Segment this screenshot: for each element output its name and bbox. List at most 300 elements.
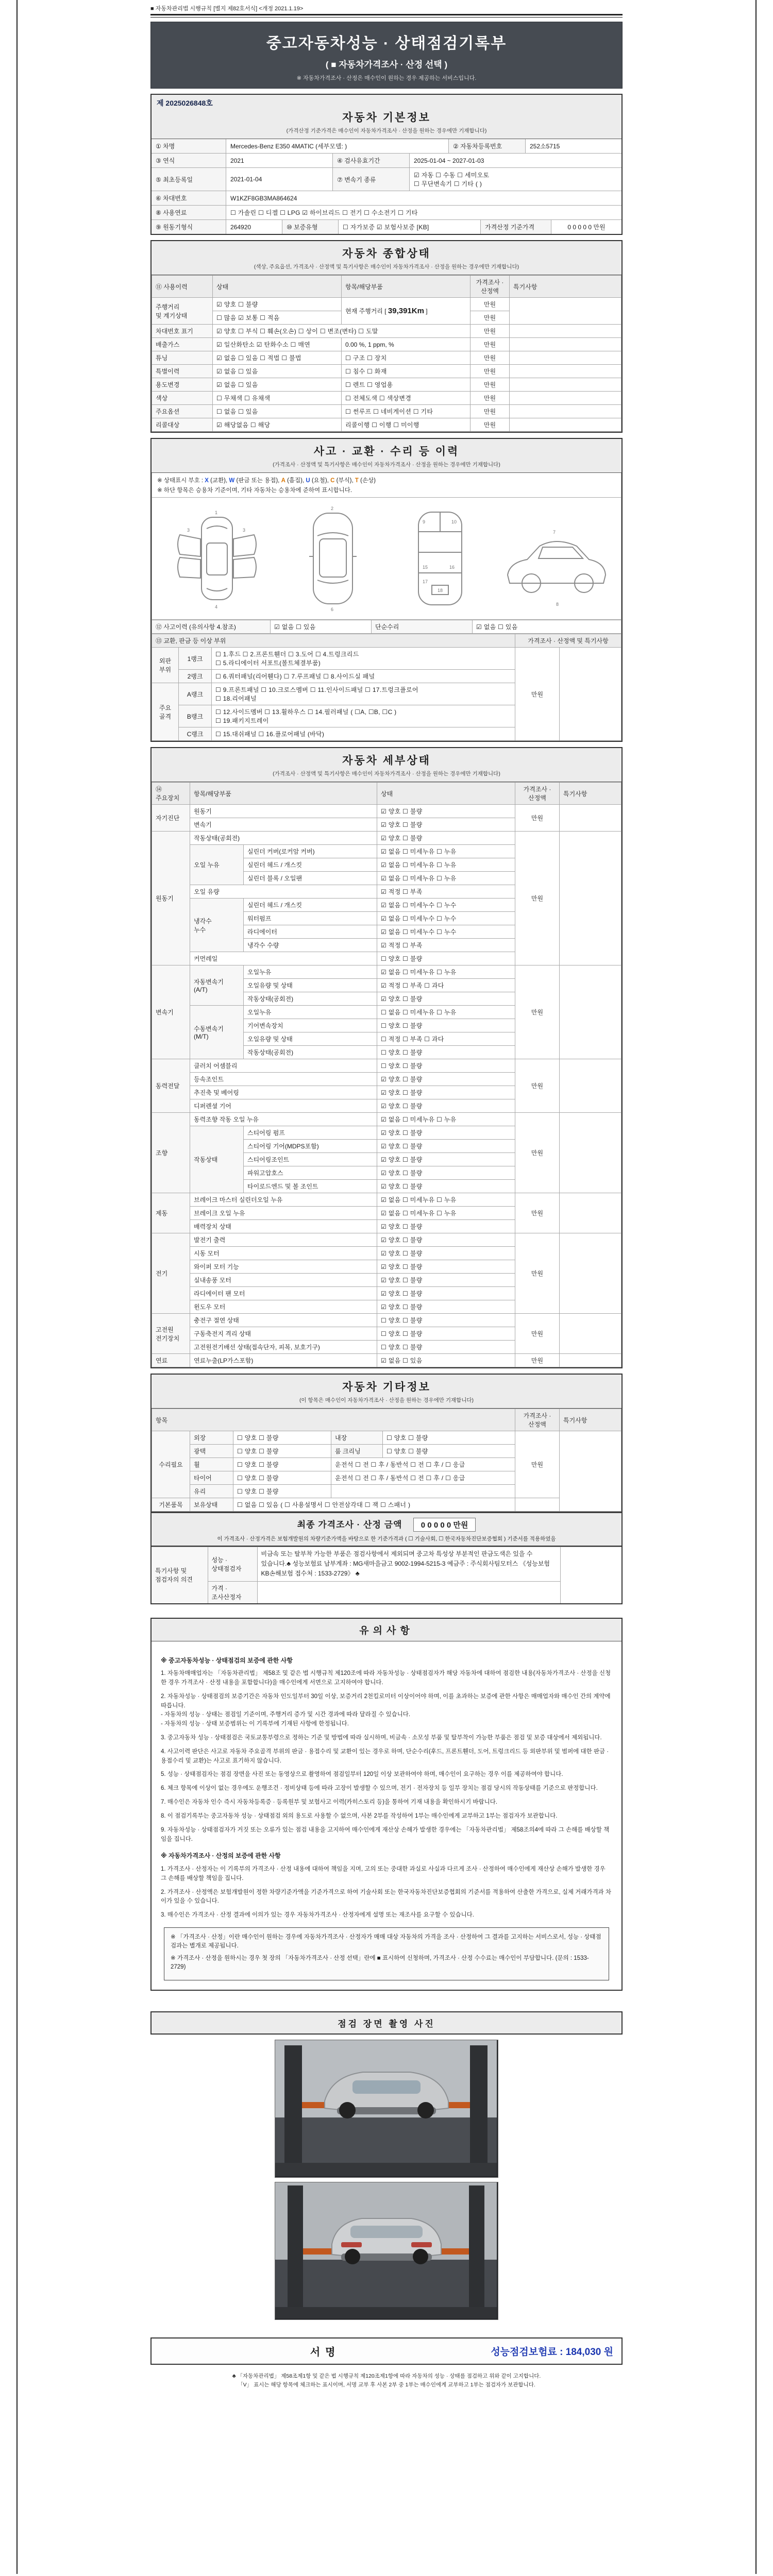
hold-status-value: ☐ 없음 ☐ 있음 ( ☐ 사용설명서 ☐ 안전삼각대 ☐ 잭 ☐ 스패너 ) (233, 1498, 515, 1512)
device-item-label: 작동상태(공회전) (244, 992, 377, 1006)
color-amount: 만원 (470, 392, 510, 405)
device-group-amount: 만원 (515, 805, 560, 832)
value-reg-no: 252소5715 (525, 139, 621, 153)
value-transmission: ☑ 자동 ☐ 수동 ☐ 세미오토 ☐ 무단변속기 ☐ 기타 ( ) (409, 168, 621, 191)
emission-amount: 만원 (470, 338, 510, 351)
basic-info-header (152, 95, 621, 139)
label-base-price: 가격산정 기준가격 (480, 220, 551, 234)
value-car-name: Mercedes-Benz E350 4MATIC (세부모델: ) (226, 139, 448, 153)
panel-spec (560, 648, 621, 741)
legend-line-1 (157, 476, 616, 484)
panel-amount: 만원 (515, 648, 560, 741)
panel-head: ⑬ 교환, 판금 등 이상 부위 (152, 634, 515, 648)
inspection-photo-rear (275, 2182, 498, 2320)
device-subgroup-label: 작동상태 (190, 1126, 244, 1193)
opinion-appraiser-text (257, 1581, 560, 1604)
device-item-status: ☐ 양호 ☐ 불량 (377, 1046, 515, 1059)
photo-section-title: 점검 장면 촬영 사진 (150, 2011, 623, 2035)
notice-section-head: ※ 자동차가격조사 · 산정의 보증에 관한 사항 (161, 1852, 281, 1860)
detail-row (152, 1059, 621, 1073)
section-notice (150, 1618, 623, 1991)
rank2-label: 2랭크 (179, 670, 212, 683)
document-subtitle: ( ■ 자동차가격조사 · 산정 선택 ) (325, 60, 448, 70)
legend-text: (부식), (334, 478, 355, 484)
polish-status: ☐ 양호 ☐ 불량 (233, 1445, 331, 1458)
device-item-label: 클러치 어셈블리 (190, 1059, 377, 1073)
repair-spec (560, 1431, 621, 1512)
opinion-inspector-label: 성능 · 상태점검자 (208, 1547, 257, 1582)
state-code-legend (152, 473, 621, 498)
device-item-label: 스티어링 펌프 (244, 1126, 377, 1140)
mileage-label: 주행거리 및 계기상태 (152, 298, 213, 325)
opinion-spec (560, 1547, 622, 1604)
rankC-label: C랭크 (179, 727, 212, 741)
notice-item: 5. 성능 · 상태점검자는 점검 장면을 사진 또는 동영상으로 촬영하여 점검일부터 120일 이상 보관하여야 하며, 매수인이 요구하는 경우 이를 제공하여야 합니다. (161, 1771, 563, 1778)
device-item-status: ☑ 양호 ☐ 불량 (377, 992, 515, 1006)
detail-row (152, 832, 621, 845)
device-item-label: 디퍼렌셜 기어 (190, 1099, 377, 1113)
tuning-item: ☐ 구조 ☐ 장치 (342, 351, 470, 365)
accident-title: 사고 · 교환 · 수리 등 이력 (313, 446, 460, 457)
device-item-status: ☑ 양호 ☐ 불량 (377, 1086, 515, 1099)
final-amount-note: 이 가격조사 · 산정가격은 보험개발원의 차량기준가액을 바탕으로 한 기준가격과 ( ☐ 기술사회, ☐ 한국자동차진단보증협회 ) 기준서를 적용하였음 (217, 1536, 556, 1542)
photo-rear-illustration-icon (275, 2182, 497, 2318)
detail-row (152, 1193, 621, 1207)
svg-text:6: 6 (331, 607, 334, 612)
mileage-prefix: 현재 주행거리 [ (345, 308, 388, 315)
inspection-insurance-fee: 성능점검보험료 : 184,030 원 (491, 2347, 613, 2358)
tire-positions: 운전석 ☐ 전 ☐ 후 / 동반석 ☐ 전 ☐ 후 / ☐ 응급 (331, 1471, 515, 1485)
device-item-label: 오일누유 (244, 1006, 377, 1019)
notice-item: 1. 자동차매매업자는 「자동차관리법」 제58조 및 같은 법 시행규칙 제120조에 따라 자동차성능 · 상태점검자가 해당 자동차에 대하여 점검한 내용(자동차가격조사 · 산정을 신청한 경우 가격조사 · 산정 내용을 포함합니다)을 매수인에게 서면으로 고지하여야 합니다. (161, 1670, 611, 1686)
legend-text: (교환), (208, 478, 229, 484)
device-item-label: 추진축 및 베어링 (190, 1086, 377, 1099)
detail-row (152, 1233, 621, 1247)
device-item-label: 충전구 절연 상태 (190, 1314, 377, 1327)
device-item-status: ☑ 없음 ☐ 미세누수 ☐ 누수 (377, 899, 515, 912)
device-group-label: 조향 (152, 1113, 190, 1193)
rankA-items: ☐ 9.프론트패널 ☐ 10.크로스멤버 ☐ 11.인사이드패널 ☐ 17.트렁크플로어 ☐ 18.리어패널 (212, 683, 515, 705)
exterior-label: 외장 (190, 1431, 233, 1445)
detail-col-item: 항목/해당부품 (190, 783, 377, 805)
emission-spec (510, 338, 621, 351)
usage-label: 용도변경 (152, 378, 213, 392)
svg-text:17: 17 (422, 579, 428, 584)
svg-text:10: 10 (451, 519, 457, 524)
device-subgroup-label: 수동변속기 (M/T) (190, 1006, 244, 1059)
tire-label: 타이어 (190, 1471, 233, 1485)
device-item-label: 기어변속장치 (244, 1019, 377, 1032)
device-item-status: ☑ 양호 ☐ 불량 (377, 1073, 515, 1086)
state-code-letter: W (229, 478, 235, 484)
notice-title: 유의사항 (152, 1619, 621, 1641)
device-item-label: 와이퍼 모터 기능 (190, 1260, 377, 1274)
tuning-amount: 만원 (470, 351, 510, 365)
photo-front-illustration-icon (275, 2040, 497, 2176)
mileage-item (342, 298, 470, 325)
svg-text:3: 3 (187, 528, 190, 533)
definition-line: ※ 가격조사 · 산정을 원하시는 경우 첫 장의 「자동차가격조사 · 산정 선택」란에 ■ 표시하여 신청하며, 가격조사 · 산정 수수료는 매수인이 부담합니다. (문의 : 1533-2729) (171, 1955, 589, 1970)
options-label: 주요옵션 (152, 405, 213, 418)
label-first-reg: ⑤ 최초등록일 (152, 168, 226, 191)
device-group-amount: 만원 (515, 1233, 560, 1314)
basic-info-table (152, 139, 621, 234)
device-item-label: 오일 유량 (190, 885, 377, 899)
row-usage-change (152, 378, 621, 392)
glass-status: ☐ 양호 ☐ 불량 (233, 1485, 331, 1498)
device-group-amount: 만원 (515, 1193, 560, 1233)
device-group-label: 전기 (152, 1233, 190, 1314)
svg-text:3: 3 (242, 528, 245, 533)
car-diagram-underbody-icon (389, 503, 492, 614)
col-status: 상태 (213, 276, 342, 298)
device-item-label: 실린더 블록 / 오일팬 (244, 872, 377, 885)
wheel-status: ☐ 양호 ☐ 불량 (233, 1458, 331, 1471)
special-status: ☑ 없음 ☐ 있음 (213, 365, 342, 378)
emission-label: 배출가스 (152, 338, 213, 351)
device-item-status: ☐ 양호 ☐ 불량 (377, 1341, 515, 1354)
notice-item: 2. 가격조사 · 산정액은 보험개발원이 정한 차량기준가액을 기준가격으로 하여 기술사회 또는 한국자동차진단보증협회의 기준서를 적용하여 산출한 가격으로, 실제 거래가격과 차이가 있을 수 있습니다. (161, 1889, 611, 1905)
notice-item: 4. 사고이력 판단은 사고로 자동차 주요골격 부위의 판금 · 용접수리 및 교환이 있는 경우로 하며, 단순수리(후드, 프론트휀더, 도어, 트렁크리드 등 외판부위 및 범퍼에 대한 판금 · 용접수리 및 교환)는 사고로 표기하지 않습니다. (161, 1748, 609, 1764)
room-cleaning-label: 룸 크리닝 (331, 1445, 383, 1458)
section-detail-condition (150, 747, 623, 1368)
device-item-label: 오일유량 및 상태 (244, 979, 377, 992)
polish-label: 광택 (190, 1445, 233, 1458)
service-note: ※ 자동차가격조사 · 산정은 매수인이 원하는 경우 제공하는 서비스입니다. (296, 75, 477, 81)
device-group-amount: 만원 (515, 832, 560, 965)
device-group-label: 원동기 (152, 832, 190, 965)
room-cleaning-status: ☐ 양호 ☐ 불량 (383, 1445, 515, 1458)
mileage-spec (510, 298, 621, 325)
rankB-items: ☐ 12.사이드멤버 ☐ 13.휠하우스 ☐ 14.필러패널 ( ☐A, ☐B, ☐C ) ☐ 19.패키지트레이 (212, 705, 515, 727)
vin-mark-status: ☑ 양호 ☐ 부식 ☐ 훼손(오손) ☐ 상이 ☐ 변조(변타) ☐ 도말 (213, 325, 470, 338)
rankA-label: A랭크 (179, 683, 212, 705)
rankB-label: B랭크 (179, 705, 212, 727)
repair-amount: 만원 (515, 1431, 560, 1498)
etc-title: 자동차 기타정보 (342, 1381, 431, 1393)
col-use-history: ⑪ 사용이력 (152, 276, 213, 298)
notice-section-head: ※ 중고자동차성능 · 상태점검의 보증에 관한 사항 (161, 1656, 293, 1664)
svg-text:18: 18 (437, 588, 443, 593)
car-diagram-side-view-icon (495, 503, 617, 614)
device-item-label: 등속조인트 (190, 1073, 377, 1086)
device-item-status: ☐ 양호 ☐ 불량 (377, 1314, 515, 1327)
device-item-status: ☑ 양호 ☐ 불량 (377, 1099, 515, 1113)
value-first-reg: 2021-01-04 (226, 168, 332, 191)
device-item-status: ☑ 없음 ☐ 미세누유 ☐ 누유 (377, 872, 515, 885)
device-item-label: 냉각수 수량 (244, 939, 377, 952)
overall-header (152, 241, 621, 275)
detail-header (152, 748, 621, 782)
label-transmission: ⑦ 변속기 종류 (332, 168, 409, 191)
notice-item: 8. 이 점검기록부는 중고자동차 성능 · 상태점검 외의 용도로 사용할 수 없으며, 사본 2부를 작성하여 1부는 매수인에게 교부하고 1부는 점검자가 보관합니다. (161, 1812, 558, 1819)
device-item-label: 배력장치 상태 (190, 1220, 377, 1233)
overall-title: 자동차 종합상태 (342, 248, 431, 260)
outer-panel-label: 외판 부위 (152, 648, 179, 683)
device-item-label: 브레이크 마스터 실린더오일 누유 (190, 1193, 377, 1207)
device-item-label: 커먼레일 (190, 952, 377, 965)
device-item-status: ☑ 없음 ☐ 미세누수 ☐ 누수 (377, 925, 515, 939)
simple-repair-label: 단순수리 (372, 620, 473, 634)
device-item-label: 오일누유 (244, 965, 377, 979)
detail-note: (가격조사 · 산정액 및 특기사항은 매수인이 자동차가격조사 · 산정을 원하는 경우에만 기재합니다) (273, 771, 500, 777)
device-item-status: ☑ 양호 ☐ 불량 (377, 1140, 515, 1153)
tuning-spec (510, 351, 621, 365)
price-appraisal-definition-box (164, 1927, 609, 1980)
device-item-status: ☐ 양호 ☐ 불량 (377, 1059, 515, 1073)
overall-table (152, 275, 621, 432)
row-color (152, 392, 621, 405)
svg-text:16: 16 (449, 565, 455, 570)
frame-label: 주요 골격 (152, 683, 179, 741)
device-item-label: 타이로드엔드 및 볼 조인트 (244, 1180, 377, 1193)
accident-history-label: ⑫ 사고이력 (유의사항 4.참조) (152, 620, 271, 634)
emission-values: 0.00 %, 1 ppm, % (342, 338, 470, 351)
row-tuning (152, 351, 621, 365)
device-item-label: 윈도우 모터 (190, 1300, 377, 1314)
mileage-amount-2: 만원 (470, 311, 510, 325)
detail-row (152, 805, 621, 818)
special-spec (510, 365, 621, 378)
value-warranty-type: ☐ 자가보증 ☑ 보험사보증 [KB] (338, 220, 480, 234)
interior-status: ☐ 양호 ☐ 불량 (383, 1431, 515, 1445)
device-item-status: ☑ 적정 ☐ 부족 ☐ 과다 (377, 979, 515, 992)
detail-col-price: 가격조사 · 산정액 (515, 783, 560, 805)
opinion-table (150, 1547, 623, 1604)
footer-line-1: ♣ 「자동차관리법」 제58조제1항 및 같은 법 시행규칙 제120조제1항에 따라 자동차의 성능 · 상태를 점검하고 위와 같이 고지합니다. (232, 2373, 541, 2379)
row-special-history (152, 365, 621, 378)
device-item-status: ☑ 양호 ☐ 불량 (377, 1126, 515, 1140)
glass-extra (331, 1485, 515, 1498)
detail-row (152, 1314, 621, 1327)
options-spec (510, 405, 621, 418)
legend-text: (판금 또는 용접), (234, 478, 281, 484)
device-item-label: 실린더 커버(로커암 커버) (244, 845, 377, 858)
mileage-value: 39,391Km (388, 307, 424, 315)
value-vin: W1KZF8GB3MA864624 (226, 191, 621, 205)
car-diagrams (152, 498, 621, 620)
device-item-label: 동력조향 작동 오일 누유 (190, 1113, 377, 1126)
opinion-left-label: 특기사항 및 점검자의 의견 (151, 1547, 208, 1604)
tuning-label: 튜닝 (152, 351, 213, 365)
label-fuel: ⑧ 사용연료 (152, 206, 226, 219)
car-diagram-open-doors-icon (156, 503, 278, 614)
vin-mark-amount: 만원 (470, 325, 510, 338)
device-item-label: 고전원전기배선 상태(접속단자, 피복, 보호기구) (190, 1341, 377, 1354)
device-item-status: ☑ 양호 ☐ 불량 (377, 1220, 515, 1233)
usage-status: ☑ 없음 ☐ 있음 (213, 378, 342, 392)
basic-items-label: 기본품목 (152, 1498, 190, 1512)
row-emission (152, 338, 621, 351)
form-reference: ■ 자동차관리법 시행규칙 [별지 제82호서식] <개정 2021.1.19> (150, 6, 304, 12)
value-inspection-period: 2025-01-04 ~ 2027-01-03 (409, 154, 621, 167)
opinion-appraiser-label: 가격 · 조사산정자 (208, 1581, 257, 1604)
rankC-items: ☐ 15.대쉬패널 ☐ 16.플로어패널 (바닥) (212, 727, 515, 741)
device-group-label: 동력전달 (152, 1059, 190, 1113)
device-item-status: ☐ 양호 ☐ 불량 (377, 952, 515, 965)
detail-title: 자동차 세부상태 (342, 755, 431, 767)
value-base-price: 0 0 0 0 0 만원 (551, 220, 621, 234)
col-price: 가격조사 · 산정액 (470, 276, 510, 298)
title-block (150, 22, 623, 89)
label-model-year: ③ 연식 (152, 154, 226, 167)
value-fuel: ☐ 가솔린 ☐ 디젤 ☐ LPG ☑ 하이브리드 ☐ 전기 ☐ 수소전기 ☐ 기타 (226, 206, 621, 219)
device-item-label: 스티어링조인트 (244, 1153, 377, 1166)
signature-label: 서명 (310, 2347, 341, 2358)
basic-items-row (152, 1498, 621, 1512)
recall-label: 리콜대상 (152, 418, 213, 432)
device-subgroup-label: 자동변속기 (A/T) (190, 965, 244, 1006)
usage-item: ☐ 렌트 ☐ 영업용 (342, 378, 470, 392)
device-item-status: ☑ 없음 ☐ 미세누유 ☐ 누유 (377, 1193, 515, 1207)
options-status: ☐ 없음 ☐ 있음 (213, 405, 342, 418)
rank-row-1 (152, 648, 621, 670)
emission-status: ☑ 일산화탄소 ☑ 탄화수소 ☐ 매연 (213, 338, 342, 351)
mileage-status-2: ☐ 많음 ☑ 보통 ☐ 적음 (213, 311, 342, 325)
final-amount-bar (150, 1513, 623, 1547)
state-code-letter: C (330, 478, 335, 484)
device-item-label: 라디에이터 팬 모터 (190, 1287, 377, 1300)
value-model-year: 2021 (226, 154, 332, 167)
detail-col-device: ⑭ 주요장치 (152, 783, 190, 805)
state-code-letter: X (205, 478, 209, 484)
usage-amount: 만원 (470, 378, 510, 392)
usage-spec (510, 378, 621, 392)
device-item-status: ☐ 없음 ☐ 미세누유 ☐ 누유 (377, 1006, 515, 1019)
device-item-status: ☑ 양호 ☐ 불량 (377, 818, 515, 832)
device-item-label: 워터펌프 (244, 912, 377, 925)
device-item-label: 라디에이터 (244, 925, 377, 939)
device-item-status: ☑ 없음 ☐ 미세누수 ☐ 누수 (377, 912, 515, 925)
signature-bar (150, 2337, 623, 2365)
device-group-spec (560, 805, 621, 832)
row-options (152, 405, 621, 418)
device-group-spec (560, 1233, 621, 1314)
repair-label: 수리필요 (152, 1431, 190, 1498)
device-group-spec (560, 965, 621, 1059)
accident-history-status: ☑ 없음 ☐ 있음 (271, 620, 372, 634)
device-item-status: ☑ 양호 ☐ 불량 (377, 1247, 515, 1260)
detail-col-status: 상태 (377, 783, 515, 805)
vin-mark-label: 차대번호 표기 (152, 325, 213, 338)
device-item-status: ☑ 양호 ☐ 불량 (377, 1166, 515, 1180)
inspection-photos (150, 2040, 623, 2320)
final-amount-label: 최종 가격조사 · 산정 금액 (297, 1520, 402, 1530)
device-item-status: ☑ 양호 ☐ 불량 (377, 805, 515, 818)
device-group-spec (560, 1059, 621, 1113)
label-reg-no: ② 자동차등록번호 (448, 139, 525, 153)
tire-status: ☐ 양호 ☐ 불량 (233, 1471, 331, 1485)
hold-status-label: 보유상태 (190, 1498, 233, 1512)
overall-note: (색상, 주요옵션, 가격조사 · 산정액 및 특기사항은 매수인이 자동차가격조사 · 산정을 원하는 경우에만 기재합니다) (254, 264, 519, 270)
recall-amount: 만원 (470, 418, 510, 432)
wheel-label: 휠 (190, 1458, 233, 1471)
device-item-status: ☐ 적정 ☐ 부족 ☐ 과다 (377, 1032, 515, 1046)
device-item-label: 시동 모터 (190, 1247, 377, 1260)
basic-items-amount (515, 1498, 560, 1512)
device-group-spec (560, 832, 621, 965)
device-group-label: 연료 (152, 1354, 190, 1367)
mileage-amount-1: 만원 (470, 298, 510, 311)
document-number: 제 2025026848호 (157, 99, 213, 107)
device-group-label: 제동 (152, 1193, 190, 1233)
legend-line-2: ※ 하단 항목은 승용차 기준이며, 기타 자동차는 승용차에 준하여 표시합니다. (157, 487, 352, 494)
etc-table (152, 1409, 621, 1512)
device-group-amount: 만원 (515, 1113, 560, 1193)
legend-text: (흠집), (285, 478, 306, 484)
color-spec (510, 392, 621, 405)
device-item-label: 파워고압호스 (244, 1166, 377, 1180)
detail-col-spec: 특기사항 (560, 783, 621, 805)
state-code-letter: T (355, 478, 359, 484)
etc-col-item: 항목 (152, 1409, 515, 1431)
basic-info-note: (가격산정 기준가격은 매수인이 자동차가격조사 · 산정을 원하는 경우에만 기재합니다) (286, 128, 487, 134)
device-item-status: ☑ 없음 ☐ 미세누유 ☐ 누유 (377, 858, 515, 872)
document-page (16, 0, 757, 2574)
options-amount: 만원 (470, 405, 510, 418)
document-title: 중고자동차성능 · 상태점검기록부 (266, 35, 507, 52)
etc-note: (이 항목은 매수인이 자동차가격조사 · 산정을 원하는 경우에만 기재합니다) (299, 1397, 474, 1403)
top-rule (150, 14, 623, 18)
label-inspection-period: ④ 검사유효기간 (332, 154, 409, 167)
device-item-status: ☐ 양호 ☐ 불량 (377, 1327, 515, 1341)
label-warranty-type: ⑩ 보증유형 (282, 220, 338, 234)
device-item-label: 작동상태(공회전) (244, 1046, 377, 1059)
device-item-label: 연료누출(LP가스포함) (190, 1354, 377, 1367)
notice-item: 7. 매수인은 자동차 인수 즉시 자동차등록증 · 등록원부 및 보험사고 이력(카히스토리 등)을 통하여 기재 내용을 확인하시기 바랍니다. (161, 1799, 498, 1806)
device-item-status: ☑ 양호 ☐ 불량 (377, 1153, 515, 1166)
glass-label: 유리 (190, 1485, 233, 1498)
inspection-photo-front (275, 2040, 498, 2178)
device-item-status: ☑ 없음 ☐ 미세누유 ☐ 누유 (377, 965, 515, 979)
device-group-amount: 만원 (515, 965, 560, 1059)
notice-item: 3. 매수인은 가격조사 · 산정 결과에 이의가 있는 경우 자동차가격조사 · 산정자에게 설명 또는 재조사를 요구할 수 있습니다. (161, 1912, 474, 1919)
etc-col-spec: 특기사항 (560, 1409, 621, 1431)
state-code-letter: A (281, 478, 285, 484)
device-item-status: ☑ 양호 ☐ 불량 (377, 1260, 515, 1274)
notice-item: 3. 중고자동차 성능 · 상태점검은 국토교통부령으로 정하는 기준 및 방법에 따라 실시하며, 비금속 · 소모성 부품 및 탈부착이 가능한 부품은 점검 및 보증 대상에서 제외됩니다. (161, 1735, 602, 1741)
special-amount: 만원 (470, 365, 510, 378)
opinion-inspector-text: 비금속 또는 탈부착 가능한 부품은 점검사항에서 제외되며 중고차 특성상 부분적인 판금도색은 있을 수 있습니다.♣ 성능보험료 납부계좌 : MG새마을금고 9002-1994-5215-3 예금주 : 주식회사팀모터스 《성능보험 KB손해보험 접수처 : 1533-2729》 ♣ (257, 1547, 560, 1582)
device-item-label: 실내송풍 모터 (190, 1274, 377, 1287)
device-subgroup-label: 냉각수 누수 (190, 899, 244, 952)
etc-col-price: 가격조사 · 산정액 (515, 1409, 560, 1431)
notice-item: 2. 자동차성능 · 상태점검의 보증기간은 자동차 인도일부터 30일 이상, 보증거리 2천킬로미터 이상이어야 하며, 이를 초과하는 보증에 관한 사항은 매매업자와 매수인 간의 계약에 따릅니다. - 자동차의 성능 · 상태는 점검일 기준이며, 주행거리 증가 및 시간 경과에 따라 달라질 수 있습니다. - 자동차의 성능 · 상태 보증범위는 이 기록부에 기재된 사항에 한정됩니다. (161, 1693, 611, 1727)
device-item-status: ☑ 양호 ☐ 불량 (377, 1274, 515, 1287)
device-group-spec (560, 1193, 621, 1233)
special-item: ☐ 침수 ☐ 화재 (342, 365, 470, 378)
color-label: 색상 (152, 392, 213, 405)
exterior-status: ☐ 양호 ☐ 불량 (233, 1431, 331, 1445)
mileage-suffix: ] (424, 308, 428, 315)
row-mileage (152, 298, 621, 311)
rank2-items: ☐ 6.쿼터패널(리어휀다) ☐ 7.루프패널 ☐ 8.사이드실 패널 (212, 670, 515, 683)
device-item-status: ☑ 없음 ☐ 미세누유 ☐ 누유 (377, 1113, 515, 1126)
device-item-status: ☑ 양호 ☐ 불량 (377, 1287, 515, 1300)
device-group-spec (560, 1314, 621, 1354)
section-overall-condition (150, 240, 623, 433)
detail-row (152, 965, 621, 979)
vin-mark-spec (510, 325, 621, 338)
device-item-status: ☑ 없음 ☐ 미세누유 ☐ 누유 (377, 1207, 515, 1220)
tuning-status: ☑ 없음 ☐ 있음 ☐ 적법 ☐ 불법 (213, 351, 342, 365)
svg-text:4: 4 (214, 604, 217, 609)
device-item-status: ☑ 없음 ☐ 미세누유 ☐ 누유 (377, 845, 515, 858)
section-etc-info (150, 1374, 623, 1513)
panel-price-head: 가격조사 · 산정액 및 특기사항 (515, 634, 621, 648)
device-group-spec (560, 1354, 621, 1367)
rank1-items: ☐ 1.후드 ☐ 2.프론트휀더 ☐ 3.도어 ☐ 4.트렁크리드 ☐ 5.라디에이터 서포트(볼트체결부품) (212, 648, 515, 670)
